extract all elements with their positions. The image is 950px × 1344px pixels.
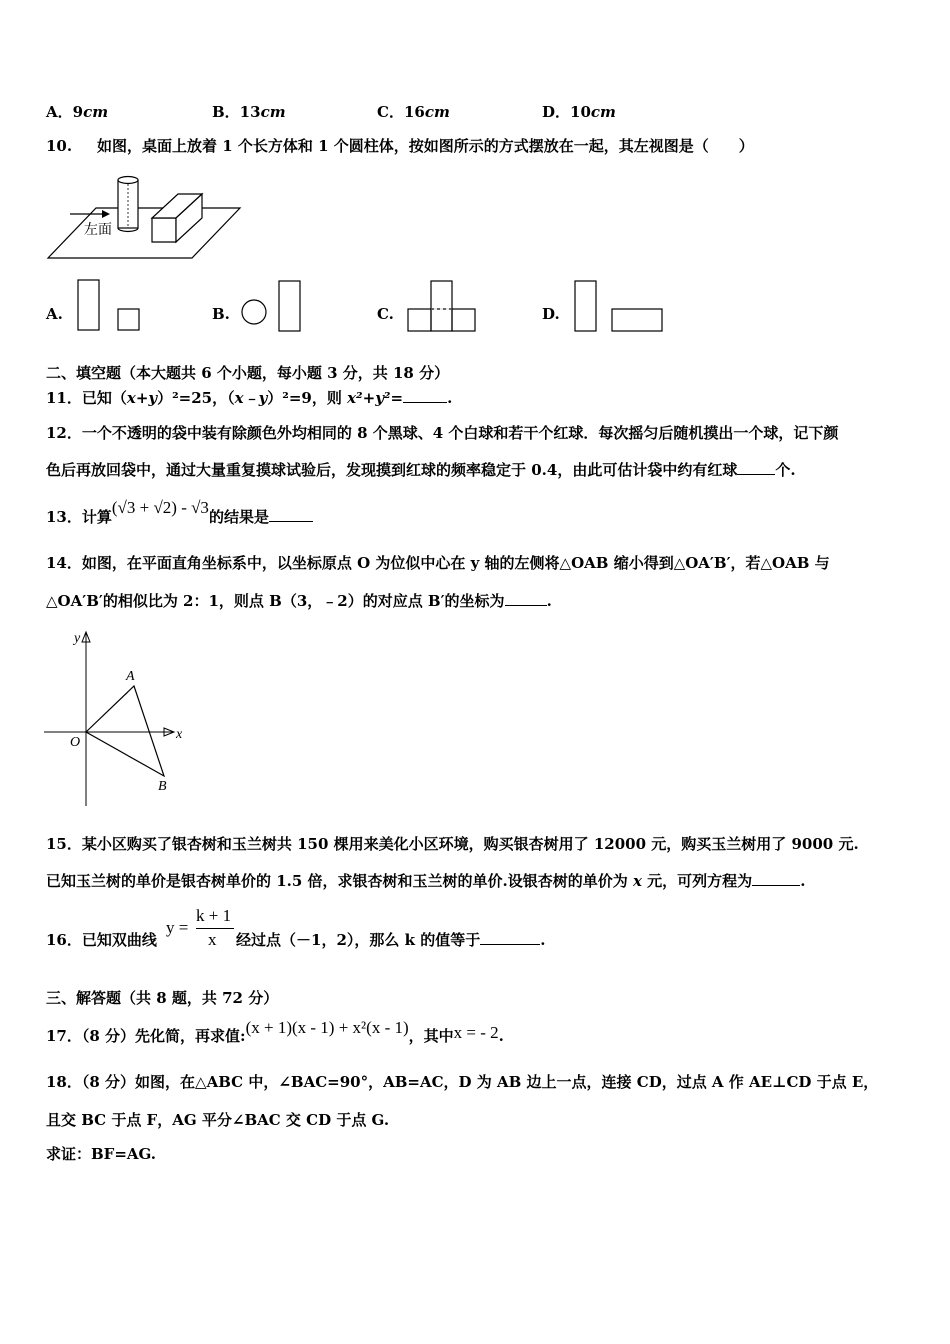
q9-option-c: C．16cm	[377, 103, 450, 121]
q16-y: y =	[166, 918, 189, 937]
option-c-mid-square	[431, 309, 452, 331]
origin-label: O	[70, 735, 81, 750]
q17: 17．（8 分）先化简，再求值:(x + 1)(x - 1) + x²(x - 1)，其中x = - 2.	[46, 1018, 504, 1045]
option-c-left-square	[408, 309, 431, 331]
q10-option-a-label: A.	[46, 305, 63, 323]
q14-answer-blank[interactable]	[505, 591, 547, 606]
q13-formula: (√3 + √2) - √3	[111, 498, 209, 517]
q14-line1: 14．如图，在平面直角坐标系中，以坐标原点 O 为位似中心在 y 轴的左侧将△OAB 缩小得到△OA′B′，若△OAB 与	[46, 554, 830, 572]
option-a-tall-rect	[78, 280, 99, 330]
option-d-tall-rect	[575, 281, 596, 331]
q9-option-d: D．10cm	[542, 103, 616, 121]
q15-line1: 15．某小区购买了银杏树和玉兰树共 150 棵用来美化小区环境，购买银杏树用了 12000 元，购买玉兰树用了 9000 元.	[46, 835, 859, 853]
q13: 13．计算(√3 + √2) - √3的结果是	[46, 507, 313, 527]
q10-option-b-figure	[238, 278, 308, 334]
q12-line1: 12．一个不透明的袋中装有除颜色外均相同的 8 个黑球、4 个白球和若干个红球．每次摇匀后随机摸出一个球，记下颜	[46, 424, 839, 442]
q16-pre: 16．已知双曲线	[46, 931, 157, 949]
q17-condition: x = - 2	[453, 1023, 499, 1042]
table-top	[48, 208, 240, 258]
q10-option-c-figure	[404, 278, 480, 334]
q12-answer-blank[interactable]	[737, 460, 775, 475]
option-c-right-square	[452, 309, 475, 331]
point-b-label: B	[158, 779, 167, 794]
q10-option-c-label: C.	[377, 305, 394, 323]
q15-line2: 已知玉兰树的单价是银杏树单价的 1.5 倍，求银杏树和玉兰树的单价.设银杏树的单价为 x 元，可列方程为 .	[46, 872, 806, 890]
q10-option-a-figure	[74, 278, 146, 334]
section3-heading: 三、解答题（共 8 题，共 72 分）	[46, 989, 279, 1007]
q14-line2: △OA′B′的相似比为 2：1，则点 B（3，﹣2）的对应点 B′的坐标为 .	[46, 592, 552, 610]
q11: 11．已知（x+y）²=25，（x﹣y）²=9，则 x²+y²= .	[46, 389, 453, 407]
option-a-square	[118, 309, 139, 330]
point-a-label: A	[126, 669, 135, 684]
section2-heading: 二、填空题（本大题共 6 个小题，每小题 3 分，共 18 分）	[46, 364, 450, 382]
x-label: x	[176, 727, 183, 742]
y-label: y	[74, 631, 81, 646]
left-face-label: 左面	[84, 223, 112, 238]
q18-line2: 且交 BC 于点 F，AG 平分∠BAC 交 CD 于点 G.	[46, 1111, 390, 1129]
q16-denominator: x	[208, 930, 217, 949]
option-d-wide-rect	[612, 309, 662, 331]
option-c-top-square	[431, 281, 452, 309]
cylinder-top	[118, 177, 138, 184]
q15-answer-blank[interactable]	[752, 871, 800, 886]
q17-expression: (x + 1)(x - 1) + x²(x - 1)	[245, 1018, 409, 1037]
q11-answer-blank[interactable]	[403, 388, 447, 403]
q16-answer-blank[interactable]	[480, 930, 540, 945]
q9-option-b: B．13cm	[212, 103, 286, 121]
cuboid-front	[152, 218, 176, 242]
view-arrow-head	[102, 210, 110, 218]
q16-post: 经过点（－1，2），那么 k 的值等于 .	[236, 931, 546, 949]
q18-line1: 18．（8 分）如图，在△ABC 中，∠BAC=90°，AB=AC，D 为 AB 边上一点，连接 CD，过点 A 作 AE⊥CD 于点 E，	[46, 1073, 879, 1091]
q10-figure	[44, 170, 244, 262]
option-b-tall-rect	[279, 281, 300, 331]
q10-number: 10.	[46, 137, 73, 155]
option-b-circle	[242, 300, 266, 324]
q12-line2: 色后再放回袋中，通过大量重复摸球试验后，发现摸到红球的频率稳定于 0.4，由此可估计袋中约有红球 个.	[46, 461, 796, 479]
q13-answer-blank[interactable]	[269, 507, 313, 522]
q14-coordinate-figure	[42, 628, 192, 808]
q16-numerator: k + 1	[196, 906, 232, 925]
q9-option-a: A．9cm	[46, 103, 109, 121]
q10-option-d-label: D.	[542, 305, 560, 323]
triangle-oab	[86, 686, 164, 776]
q18-line3: 求证：BF=AG.	[46, 1145, 157, 1163]
q10-option-d-figure	[572, 278, 666, 334]
q10-option-b-label: B.	[212, 305, 230, 323]
q10-text: 如图，桌面上放着 1 个长方体和 1 个圆柱体，按如图所示的方式摆放在一起，其左视图是（ ）	[97, 137, 754, 155]
q16-fraction-bar	[196, 928, 234, 929]
